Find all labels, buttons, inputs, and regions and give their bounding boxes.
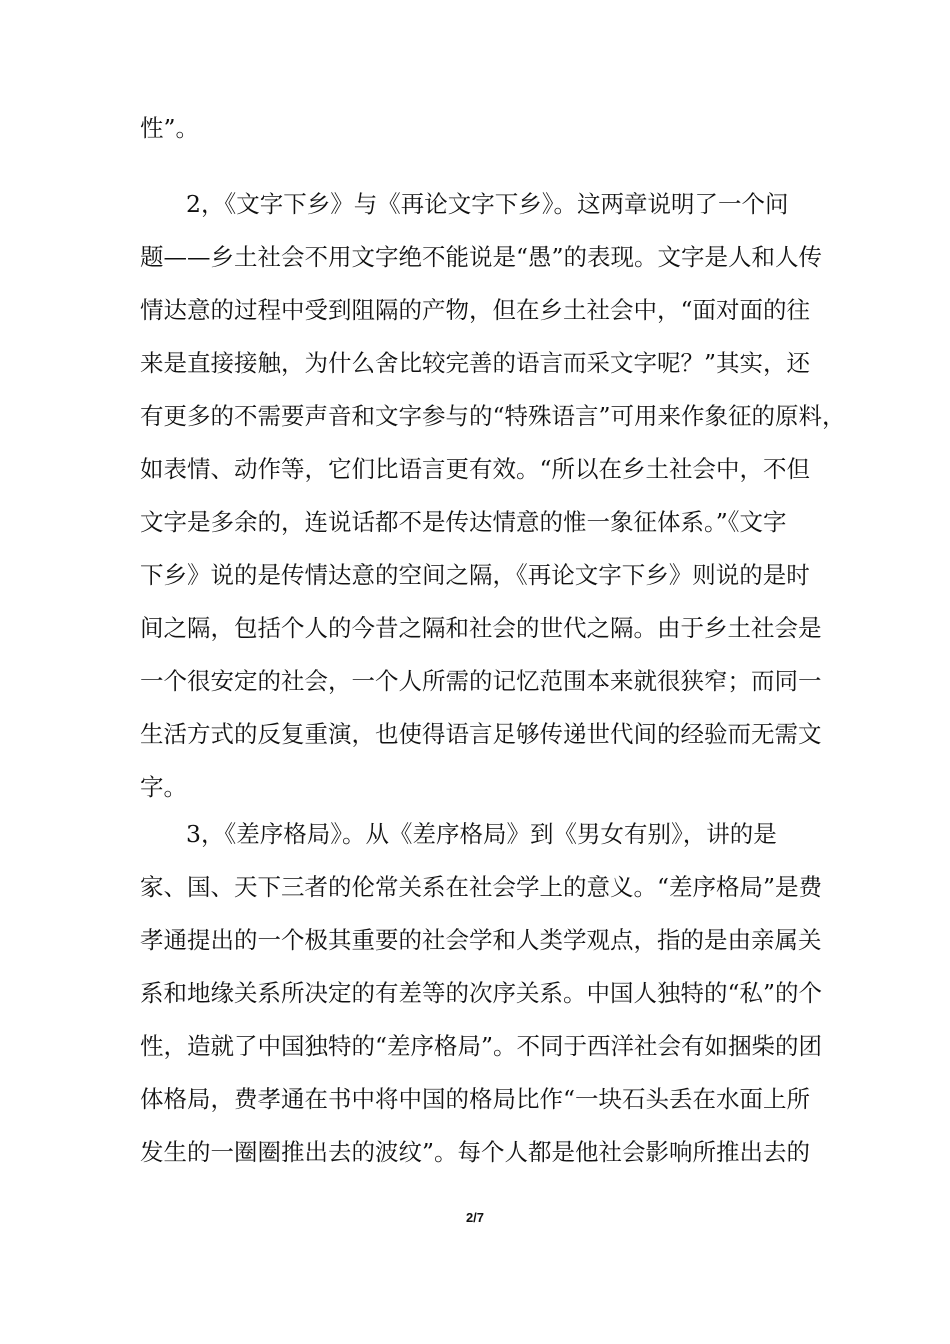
text-line: 文字是多余的，连说话都不是传达情意的惟一象征体系。”《文字 [140, 508, 787, 536]
text-line: 下乡》说的是传情达意的空间之隔，《再论文字下乡》则说的是时 [140, 561, 810, 589]
text-line: 来是直接接触，为什么舍比较完善的语言而采文字呢？”其实，还 [140, 349, 811, 377]
text-line: 发生的一圈圈推出去的波纹”。每个人都是他社会影响所推出去的 [140, 1138, 811, 1166]
text-line: 题——乡土社会不用文字绝不能说是“愚”的表现。文字是人和人传 [140, 243, 823, 271]
text-line: 有更多的不需要声音和文字参与的“特殊语言”可用来作象征的原料， [140, 402, 846, 430]
text-line: 系和地缘关系所决定的有差等的次序关系。中国人独特的“私”的个 [140, 979, 823, 1007]
text-line: 情达意的过程中受到阻隔的产物，但在乡土社会中，“面对面的往 [140, 296, 811, 324]
text-line: 体格局，费孝通在书中将中国的格局比作“一块石头丢在水面上所 [140, 1085, 811, 1113]
text-line: 2，《文字下乡》与《再论文字下乡》。这两章说明了一个问 [186, 190, 789, 218]
text-line: 3，《差序格局》。从《差序格局》到《男女有别》，讲的是 [186, 820, 777, 848]
text-line: 孝通提出的一个极其重要的社会学和人类学观点，指的是由亲属关 [140, 926, 822, 954]
text-line: 性”。 [140, 114, 200, 142]
text-line: 家、国、天下三者的伦常关系在社会学上的意义。“差序格局”是费 [140, 873, 823, 901]
text-line: 一个很安定的社会，一个人所需的记忆范围本来就很狭窄；而同一 [140, 667, 822, 695]
text-line: 如表情、动作等，它们比语言更有效。“所以在乡土社会中，不但 [140, 455, 811, 483]
text-line: 字。 [140, 773, 187, 801]
text-line: 性，造就了中国独特的“差序格局”。不同于西洋社会有如捆柴的团 [140, 1032, 823, 1060]
page-number: 2/7 [465, 1210, 485, 1225]
text-line: 生活方式的反复重演，也使得语言足够传递世代间的经验而无需文 [140, 720, 822, 748]
text-line: 间之隔，包括个人的今昔之隔和社会的世代之隔。由于乡土社会是 [140, 614, 822, 642]
